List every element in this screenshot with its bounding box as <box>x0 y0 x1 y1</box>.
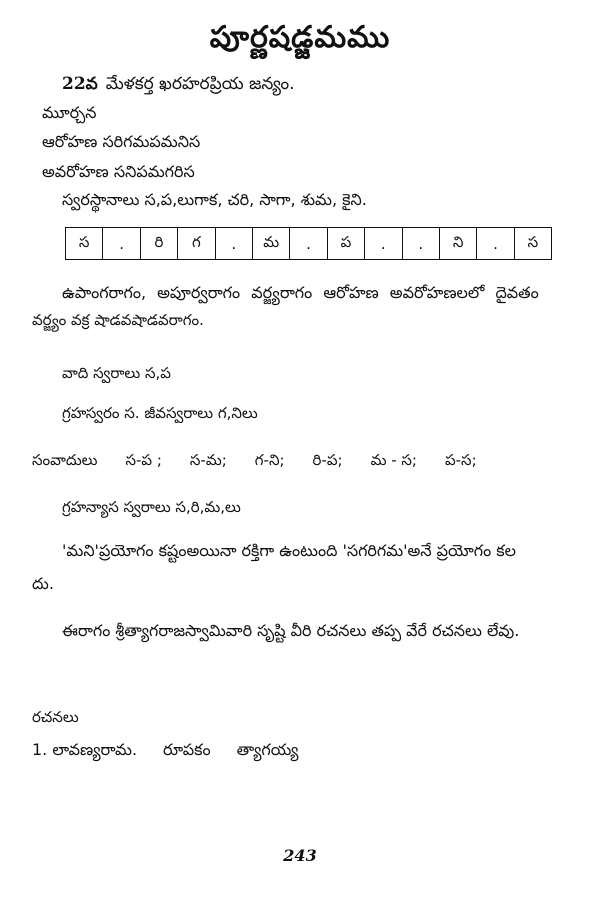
page-title: పూర్ణషడ్జమము <box>209 20 391 55</box>
swara-cell: . <box>290 228 327 259</box>
upanga-paragraph-line2: వర్జ్యం వక్ర షాడవషాడవరాగం. <box>32 311 204 329</box>
page-number: 243 <box>283 846 317 865</box>
melakarta-text: మేళకర్త ఖరహరప్రియ జన్యం. <box>105 74 295 94</box>
swara-table <box>65 227 552 260</box>
grahaswaram-line: గ్రహస్వరం స. జీవస్వరాలు గ,నిలు <box>62 404 258 422</box>
swara-cell: స <box>527 232 539 251</box>
swara-cell: . <box>477 228 514 259</box>
swara-cell: ని <box>440 228 477 259</box>
rachana-entry <box>32 740 137 763</box>
swara-cell: . <box>403 228 440 259</box>
upanga-paragraph-line1: ఉపాంగరాగం, అపూర్వరాగం వర్జ్యరాగం ఆరోహణ అవరోహణలలో దైవతం <box>62 283 539 302</box>
swara-cell: స <box>66 228 103 259</box>
rachanalu-heading: రచనలు <box>32 708 79 726</box>
swara-cell: మ <box>253 228 290 259</box>
swara-cell: . <box>365 228 402 259</box>
mani-prayogam-line1: 'మని'ప్రయోగం కష్టంఅయినా రక్తిగా ఉంటుంది 'సగరిగమ'అనే ప్రయోగం కల <box>62 541 516 560</box>
samvadi-pair: గ-ని; <box>254 451 285 469</box>
swara-cell: గ <box>178 228 215 259</box>
samvadi-pair: స-మ; <box>189 451 227 469</box>
swara-cell: ప <box>328 228 365 259</box>
samvadi-pair: మ - స; <box>370 451 417 469</box>
rachana-composer: త్యాగయ్య <box>236 740 299 759</box>
rachana-tala: రూపకం <box>163 740 211 759</box>
arohana-line: ఆరోహణ సరిగమపమనిస <box>42 132 201 151</box>
rachana-name: లావణ్యరామ. <box>52 740 138 759</box>
murchana-label: మూర్చన <box>42 103 97 122</box>
samvadulu-line <box>32 451 477 473</box>
eragam-line: ఈరాగం శ్రీత్యాగరాజస్వామివారి సృష్టి వీరి రచనలు తప్ప వేరే రచనలు లేవు. <box>62 621 520 640</box>
mani-prayogam-line2: దు. <box>32 574 54 593</box>
rachana-number: 1. <box>32 740 48 759</box>
swara-cell: . <box>103 228 140 259</box>
swara-cell: రి <box>141 228 178 259</box>
samvadulu-label: సంవాదులు <box>32 451 98 469</box>
rachana-list-item <box>32 740 298 763</box>
vadi-line: వాది స్వరాలు స,ప <box>62 364 171 382</box>
melakarta-number: 22వ <box>62 74 98 94</box>
swara-cell: . <box>216 228 253 259</box>
avarohana-line: అవరోహణ సనిపమగరిస <box>42 162 195 181</box>
samvadi-pair: స-ప ; <box>125 451 162 469</box>
melakarta-line <box>62 74 295 98</box>
samvadi-pair: రి-ప; <box>312 451 343 469</box>
grahanyasa-line: గ్రహన్యాస స్వరాలు స,రి,మ,లు <box>62 498 241 516</box>
samvadi-pair: ప-స; <box>444 451 477 469</box>
swarasthanalu-line: స్వరస్థానాలు స,ప,లుగాక, చరి, సాగా, శుమ, కైని. <box>62 190 367 209</box>
